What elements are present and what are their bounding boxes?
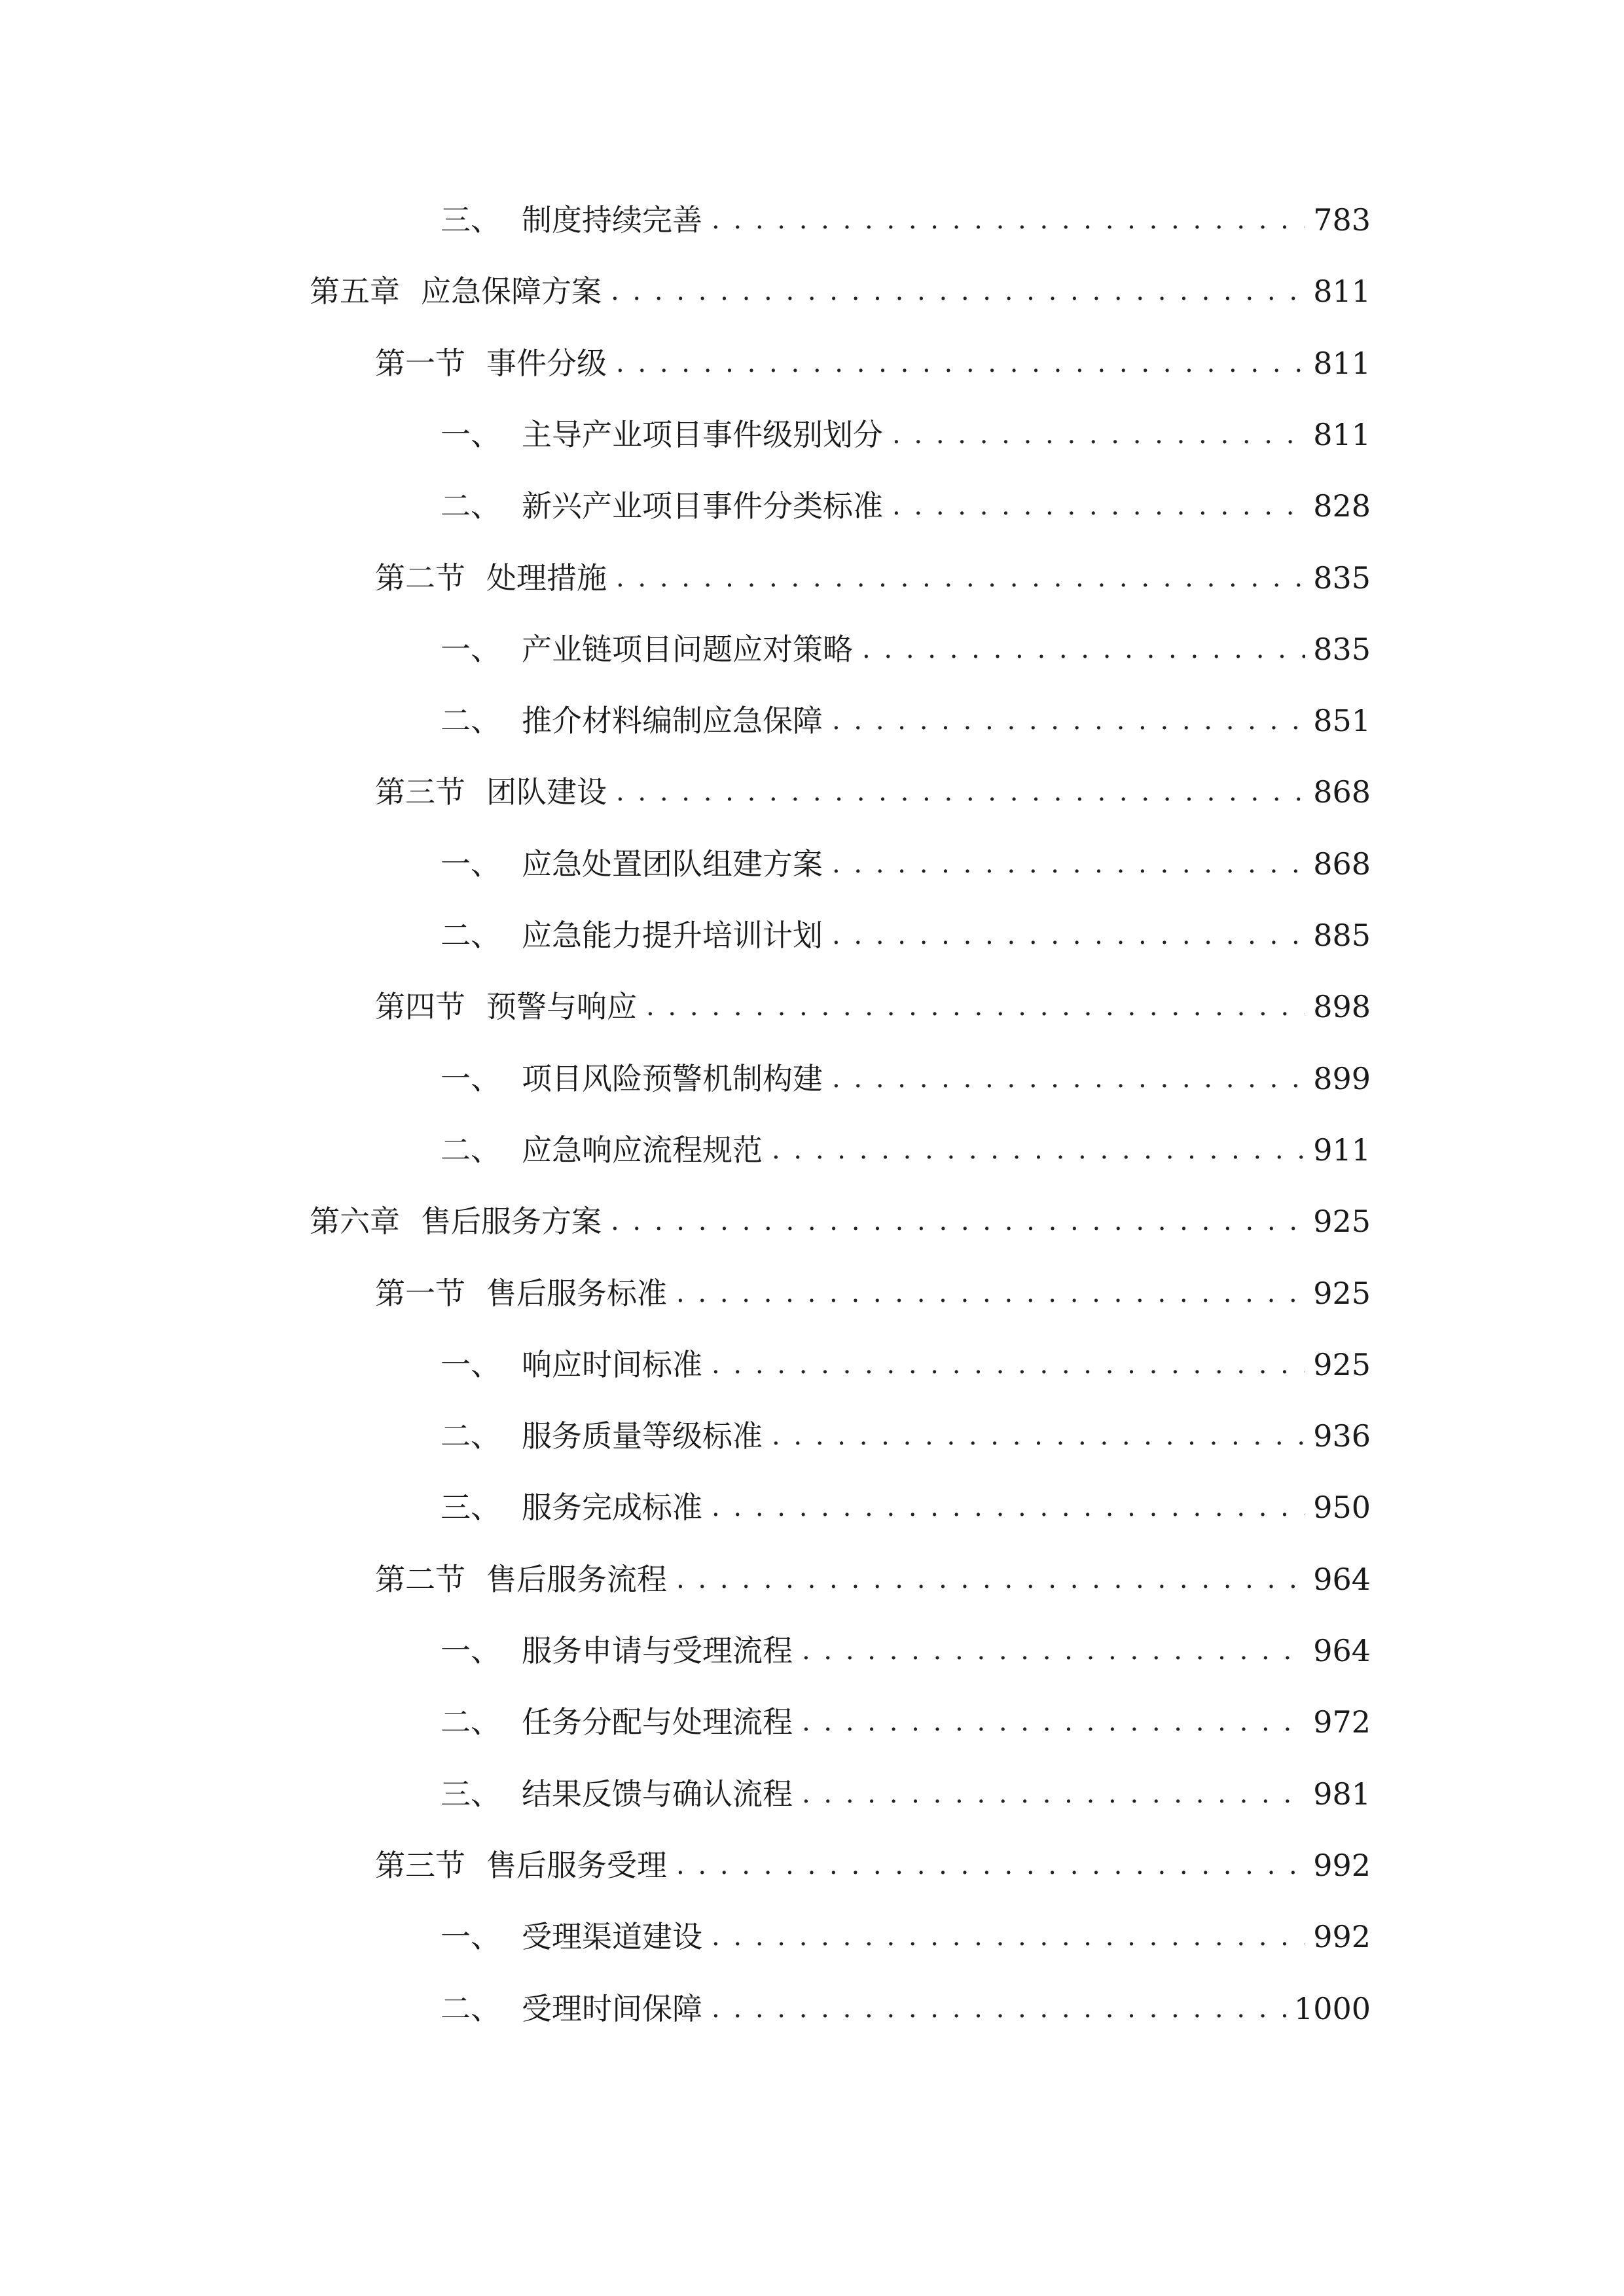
toc-entry-chapter[interactable] [310,1195,1371,1247]
toc-entry-page-number: 868 [1313,846,1371,882]
toc-entry-item[interactable] [441,480,1371,532]
toc-entry-page-number: 899 [1313,1061,1371,1096]
dot-leader [832,838,1305,890]
dot-leader [712,1481,1305,1534]
toc-entry-title: 结果反馈与确认流程 [522,1776,793,1812]
dot-leader [802,1624,1305,1677]
toc-entry-title: 服务完成标准 [522,1490,702,1525]
dot-leader [676,1839,1305,1892]
toc-entry-page-number: 992 [1313,1848,1371,1883]
toc-entry-page-number: 981 [1313,1776,1371,1812]
toc-entry-section[interactable] [375,1267,1371,1319]
toc-entry-number: 一、 [441,632,501,667]
dot-leader [616,337,1305,389]
dot-leader [712,1338,1305,1391]
toc-entry-item[interactable] [441,1410,1371,1462]
toc-entry-title: 团队建设 [486,774,607,810]
toc-entry-item[interactable] [441,838,1371,890]
toc-entry-title: 项目风险预警机制构建 [522,1061,823,1096]
toc-entry-item[interactable] [441,1481,1371,1534]
toc-entry-title: 新兴产业项目事件分类标准 [522,488,883,524]
toc-entry-title: 制度持续完善 [522,202,702,238]
toc-entry-number: 一、 [441,846,501,882]
toc-entry-number: 二、 [441,918,501,953]
toc-entry-title: 事件分级 [486,346,607,381]
toc-entry-section[interactable] [375,980,1371,1033]
toc-entry-section[interactable] [375,337,1371,389]
toc-entry-item[interactable] [441,1052,1371,1105]
toc-entry-title: 售后服务流程 [486,1562,667,1597]
toc-entry-page-number: 835 [1313,560,1371,596]
toc-entry-page-number: 911 [1313,1132,1371,1168]
toc-entry-item[interactable] [441,909,1371,961]
toc-entry-number: 第二节 [375,560,465,596]
toc-entry-page-number: 811 [1313,346,1371,381]
dot-leader [832,694,1305,747]
toc-entry-item[interactable] [441,1696,1371,1748]
toc-entry-title: 售后服务标准 [486,1276,667,1311]
toc-entry-number: 二、 [441,703,501,738]
toc-entry-section[interactable] [375,1839,1371,1892]
toc-entry-title: 服务质量等级标准 [522,1418,763,1454]
toc-entry-title: 响应时间标准 [522,1347,702,1382]
dot-leader [611,265,1305,317]
toc-entry-item[interactable] [441,194,1371,246]
toc-entry-item[interactable] [441,1768,1371,1820]
dot-leader [646,980,1305,1033]
toc-entry-number: 一、 [441,1061,501,1096]
toc-entry-number: 三、 [441,202,501,238]
toc-entry-page-number: 885 [1313,918,1371,953]
toc-entry-title: 售后服务方案 [421,1204,602,1239]
toc-entry-page-number: 972 [1313,1704,1371,1740]
dot-leader [611,1195,1305,1247]
toc-entry-title: 应急保障方案 [421,274,602,309]
toc-entry-number: 第四节 [375,989,465,1024]
toc-entry-section[interactable] [375,1553,1371,1605]
toc-entry-number: 第二节 [375,1562,465,1597]
toc-entry-title: 任务分配与处理流程 [522,1704,793,1740]
toc-entry-number: 二、 [441,1704,501,1740]
toc-entry-item[interactable] [441,1910,1371,1963]
toc-entry-page-number: 783 [1313,202,1371,238]
dot-leader [616,552,1305,604]
dot-leader [712,194,1305,246]
toc-entry-number: 三、 [441,1490,501,1525]
dot-leader [802,1768,1305,1820]
toc-entry-number: 第三节 [375,774,465,810]
toc-entry-page-number: 828 [1313,488,1371,524]
toc-entry-number: 二、 [441,1132,501,1168]
toc-entry-title: 服务申请与受理流程 [522,1633,793,1668]
toc-entry-page-number: 1000 [1293,1991,1371,2026]
toc-entry-number: 第一节 [375,1276,465,1311]
toc-entry-page-number: 925 [1313,1347,1371,1382]
toc-entry-title: 售后服务受理 [486,1848,667,1883]
toc-entry-page-number: 992 [1313,1919,1371,1954]
dot-leader [862,623,1305,675]
toc-entry-page-number: 936 [1313,1418,1371,1454]
toc-entry-item[interactable] [441,1982,1371,2035]
toc-entry-number: 第五章 [310,274,400,309]
toc-entry-title: 主导产业项目事件级别划分 [522,417,883,452]
toc-entry-number: 三、 [441,1776,501,1812]
toc-entry-page-number: 950 [1313,1490,1371,1525]
dot-leader [772,1410,1305,1462]
toc-entry-item[interactable] [441,1124,1371,1176]
dot-leader [772,1124,1305,1176]
toc-entry-item[interactable] [441,623,1371,675]
toc-entry-item[interactable] [441,1624,1371,1677]
toc-entry-title: 受理时间保障 [522,1991,702,2026]
toc-entry-page-number: 811 [1313,417,1371,452]
dot-leader [712,1910,1305,1963]
dot-leader [712,1982,1286,2035]
dot-leader [892,480,1305,532]
toc-entry-page-number: 835 [1313,632,1371,667]
toc-entry-title: 预警与响应 [486,989,637,1024]
toc-entry-title: 应急响应流程规范 [522,1132,763,1168]
toc-entry-title: 应急能力提升培训计划 [522,918,823,953]
toc-entry-chapter[interactable] [310,265,1371,317]
toc-entry-title: 应急处置团队组建方案 [522,846,823,882]
toc-entry-page-number: 925 [1313,1276,1371,1311]
toc-entry-number: 一、 [441,1919,501,1954]
toc-entry-number: 一、 [441,1347,501,1382]
toc-entry-number: 一、 [441,417,501,452]
toc-entry-title: 产业链项目问题应对策略 [522,632,853,667]
toc-entry-page-number: 964 [1313,1633,1371,1668]
toc-entry-page-number: 851 [1313,703,1371,738]
toc-entry-number: 一、 [441,1633,501,1668]
toc-entry-number: 二、 [441,488,501,524]
dot-leader [616,766,1305,818]
toc-entry-item[interactable] [441,408,1371,461]
toc-entry-item[interactable] [441,694,1371,747]
dot-leader [892,408,1305,461]
toc-entry-page-number: 898 [1313,989,1371,1024]
dot-leader [676,1553,1305,1605]
toc-entry-number: 第六章 [310,1204,400,1239]
toc-entry-title: 处理措施 [486,560,607,596]
toc-entry-item[interactable] [441,1338,1371,1391]
toc-entry-number: 二、 [441,1991,501,2026]
toc-entry-number: 第一节 [375,346,465,381]
toc-entry-title: 推介材料编制应急保障 [522,703,823,738]
toc-entry-page-number: 925 [1313,1204,1371,1239]
toc-entry-section[interactable] [375,552,1371,604]
dot-leader [832,1052,1305,1105]
toc-entry-page-number: 964 [1313,1562,1371,1597]
dot-leader [802,1696,1305,1748]
dot-leader [676,1267,1305,1319]
toc-entry-section[interactable] [375,766,1371,818]
toc-entry-page-number: 868 [1313,774,1371,810]
dot-leader [832,909,1305,961]
toc-entry-title: 受理渠道建设 [522,1919,702,1954]
toc-entry-number: 第三节 [375,1848,465,1883]
toc-entry-number: 二、 [441,1418,501,1454]
toc-entry-page-number: 811 [1313,274,1371,309]
